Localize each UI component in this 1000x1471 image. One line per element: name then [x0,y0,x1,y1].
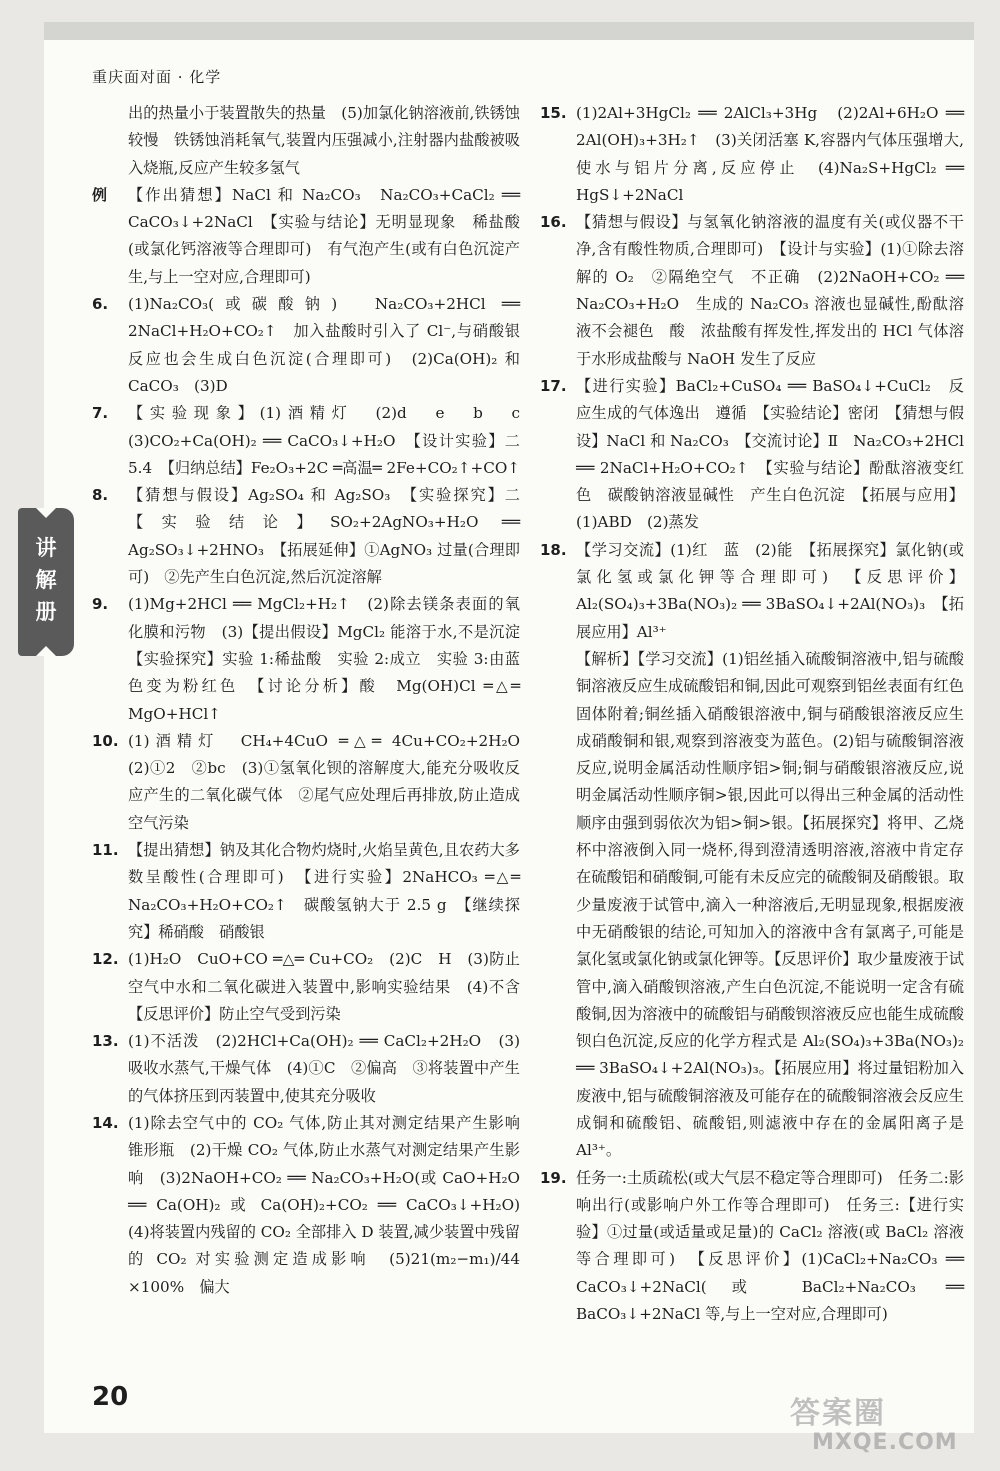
page-header: 重庆面对面 · 化学 [92,68,222,86]
top-shade-bar [44,22,974,40]
answer-number: 例 [92,185,108,204]
answer-text: 【学习交流】(1)红 蓝 (2)能 【拓展探究】氯化钠(或氯化氢或氯化钾等合理即可) 【反思评价】Al₂(SO₄)₃+3Ba(NO₃)₂ ══ 3BaSO₄↓+2Al(NO₃)₃ 【拓展应用】Al³⁺ [576,540,964,641]
answer-number: 12. [92,950,119,969]
answer-item [540,100,964,209]
answer-item [540,537,964,646]
answer-item [540,209,964,373]
answer-number: 19. [540,1168,567,1187]
answer-item [540,1165,964,1329]
answer-item [92,591,536,727]
answer-text: (1)除去空气中的 CO₂ 气体,防止其对测定结果产生影响 锥形瓶 (2)干燥 CO₂ 气体,防止水蒸气对测定结果产生影响 (3)2NaOH+CO₂ ══ Na₂CO₃+H₂O(或 CaO+H₂O ══ Ca(OH)₂ 或 Ca(OH)₂+CO₂ ══ CaCO₃↓+H₂O) (4)将装置内残留的 CO₂ 全部排入 D 装置,减少装置中残留的 CO₂ 对实验测定造成影响 (5)21(m₂−m₁)/44 ×100% 偏大 [128,1113,536,1296]
answer-number: 10. [92,731,119,750]
side-tab-notch [36,508,56,518]
answer-number: 9. [92,595,109,614]
answer-number: 14. [92,1113,119,1132]
answer-text: 任务一:土质疏松(或大气层不稳定等合理即可) 任务二:影响出行(或影响户外工作等合理即可) 任务三:【进行实验】①过量(或适量或足量)的 CaCl₂ 溶液(或 BaCl₂ 溶液等合理即可) 【反思评价】(1)CaCl₂+Na₂CO₃ ══ CaCO₃↓+2NaCl(或 BaCl₂+Na₂CO₃ ══ BaCO₃↓+2NaCl 等,与上一空对应,合理即可) [576,1168,964,1324]
answer-number: 8. [92,486,109,505]
answer-text: 【解析】【学习交流】(1)铝丝插入硫酸铜溶液中,铝与硫酸铜溶液反应生成硫酸铝和铜,因此可观察到铝丝表面有红色固体附着;铜丝插入硝酸银溶液中,铜与硝酸银溶液反应生成硝酸铜和银,观察到溶液变为蓝色。(2)铝与硫酸铜溶液反应,说明金属活动性顺序铝>铜;铜与硝酸银溶液反应,说明金属活动性顺序铜>银,因此可以得出三种金属的活动性顺序由强到弱依次为铝>铜>银。【拓展探究】将甲、乙烧杯中溶液倒入同一烧杯,得到澄清透明溶液,溶液中肯定存在硫酸铝和硝酸铜,可能有未反应完的硫酸铜及硝酸银。取少量废液于试管中,滴入一种溶液后,无明显现象,根据废液中无硝酸银的结论,可知加入的溶液中含有氯离子,可能是氯化氢或氯化钠或氯化钾等。【反思评价】取少量废液于试管中,滴入硝酸钡溶液,产生白色沉淀,不能说明一定含有硫酸铜,因为溶液中的硫酸铝与硝酸钡溶液反应也能生成硫酸钡白色沉淀,反应的化学方程式是 Al₂(SO₄)₃+3Ba(NO₃)₂ ══ 3BaSO₄↓+2Al(NO₃)₃。【拓展应用】将过量铝粉加入废液中,铝与硫酸铜溶液及可能存在的硫酸铜溶液会反应生成铜和硫酸铝、硫酸铝,则滤液中存在的金属阳离子是 Al³⁺。 [576,649,964,1160]
answer-text: 【猜想与假设】与氢氧化钠溶液的温度有关(或仪器不干净,含有酸性物质,合理即可) 【设计与实验】(1)①除去溶解的 O₂ ②隔绝空气 不正确 (2)2NaOH+CO₂ ══ Na₂CO₃+H₂O 生成的 Na₂CO₃ 溶液也显碱性,酚酞溶液不会褪色 酸 浓盐酸有挥发性,挥发出的 HCl 气体溶于水形成盐酸与 NaOH 发生了反应 [576,213,964,368]
answer-text: 【实验现象】(1)酒精灯 (2)d e b c (3)CO₂+Ca(OH)₂ ══ CaCO₃↓+H₂O 【设计实验】二 5.4 【归纳总结】Fe₂O₃+2C ═高温═ 2Fe+CO₂↑+CO↑ [128,404,536,477]
answer-number: 15. [540,104,567,122]
left-answer-column [92,100,536,1301]
answer-item [540,646,964,1165]
answer-item [92,482,536,591]
answer-text: (1)Mg+2HCl ══ MgCl₂+H₂↑ (2)除去镁条表面的氧化膜和污物 (3)【提出假设】MgCl₂ 能溶于水,不是沉淀 【实验探究】实验 1:稀盐酸 实验 2:成立 实验 3:由蓝色变为粉红色 【讨论分析】酸 Mg(OH)Cl ═△═ MgO+HCl↑ [128,595,536,723]
answer-item [92,291,520,400]
page-number: 20 [92,1382,129,1412]
answer-text: 【猜想与假设】Ag₂SO₄ 和 Ag₂SO₃ 【实验探究】二 【实验结论】SO₂+2AgNO₃+H₂O ══ Ag₂SO₃↓+2HNO₃ 【拓展延伸】①AgNO₃ 过量(合理即可) ②先产生白色沉淀,然后沉淀溶解 [128,486,536,587]
answer-number: 13. [92,1032,119,1051]
answer-text: (1)2Al+3HgCl₂ ══ 2AlCl₃+3Hg (2)2Al+6H₂O ══ 2Al(OH)₃+3H₂↑ (3)关闭活塞 K,容器内气体压强增大,使水与铝片分离,反应停止 (4)Na₂S+HgCl₂ ══ HgS↓+2NaCl [576,104,964,204]
answer-item [540,373,964,537]
answer-text: 【作出猜想】NaCl 和 Na₂CO₃ Na₂CO₃+CaCl₂ ══ CaCO₃↓+2NaCl 【实验与结论】无明显现象 稀盐酸(或氯化钙溶液等合理即可) 有气泡产生(或有白色沉淀产生,与上一空对应,合理即可) [128,185,520,286]
answer-item [92,1110,536,1301]
answer-text: (1)Na₂CO₃(或碳酸钠) Na₂CO₃+2HCl ══ 2NaCl+H₂O+CO₂↑ 加入盐酸时引入了 Cl⁻,与硝酸银反应也会生成白色沉淀(合理即可) (2)Ca(OH)₂ 和 CaCO₃ (3)D [128,295,520,395]
answer-item [92,182,520,291]
answer-number: 6. [92,295,109,314]
answer-item [92,1028,520,1110]
answer-item [92,837,520,946]
answer-number: 18. [540,540,567,559]
answer-number: 17. [540,376,567,395]
side-tab-label: 讲解册 [35,536,57,624]
answer-text: (1)不活泼 (2)2HCl+Ca(OH)₂ ══ CaCl₂+2H₂O (3)吸收水蒸气,干燥气体 (4)①C ②偏高 ③将装置中产生的气体挤压到丙装置中,使其充分吸收 [128,1032,520,1105]
answer-text: (1)酒精灯 CH₄+4CuO ═△═ 4Cu+CO₂+2H₂O (2)①2 ②bc (3)①氢氧化钡的溶解度大,能充分吸收反应产生的二氧化碳气体 ②尾气应处理后再排放,防止造成空气污染 [128,731,536,832]
answer-text: (1)H₂O CuO+CO ═△═ Cu+CO₂ (2)C H (3)防止空气中水和二氧化碳进入装置中,影响实验结果 (4)不含 【反思评价】防止空气受到污染 [128,950,536,1023]
answer-text: 【进行实验】BaCl₂+CuSO₄ ══ BaSO₄↓+CuCl₂ 反应生成的气体逸出 遵循 【实验结论】密闭 【猜想与假设】NaCl 和 Na₂CO₃ 【交流讨论】Ⅱ Na₂CO₃+2HCl ══ 2NaCl+H₂O+CO₂↑ 【实验与结论】酚酞溶液变红色 碳酸钠溶液显碱性 产生白色沉淀 【拓展与应用】(1)ABD (2)蒸发 [576,376,964,532]
answer-item [92,946,536,1028]
answer-item [92,400,536,482]
side-tab [18,508,74,656]
watermark-site: MXQE.COM [812,1430,958,1455]
answer-number: 11. [92,841,119,860]
answer-item [92,728,536,837]
answer-text: 出的热量小于装置散失的热量 (5)加氯化钠溶液前,铁锈蚀较慢 铁锈蚀消耗氧气,装置内压强减小,注射器内盐酸被吸入烧瓶,反应产生较多氢气 [128,104,520,177]
answer-item [92,100,520,182]
answer-number: 7. [92,404,109,423]
right-answer-column [540,100,964,1328]
answer-number: 16. [540,213,567,232]
watermark-logo: 答案圈 [790,1396,886,1431]
side-tab-notch-bottom [36,646,56,656]
answer-text: 【提出猜想】钠及其化合物灼烧时,火焰呈黄色,且农药大多数呈酸性(合理即可) 【进行实验】2NaHCO₃ ═△═ Na₂CO₃+H₂O+CO₂↑ 碳酸氢钠大于 2.5 g 【继续探究】稀硝酸 硝酸银 [128,841,520,941]
